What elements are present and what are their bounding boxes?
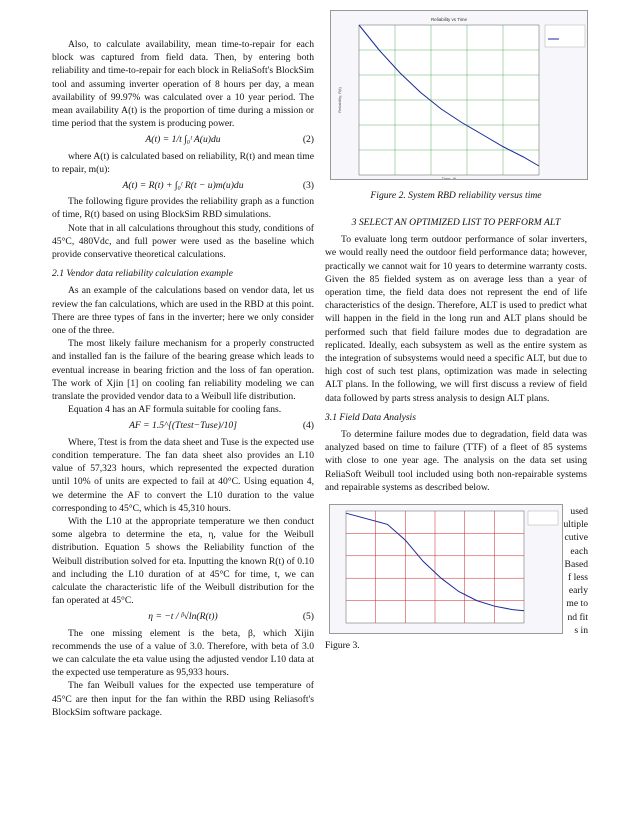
reliability-plot bbox=[331, 11, 587, 179]
equation-number: (2) bbox=[302, 134, 314, 146]
figure-2-caption: Figure 2. System RBD reliability versus time bbox=[370, 190, 542, 201]
figure-3-reference: Figure 3. bbox=[325, 640, 360, 651]
paragraph: Note that in all calculations throughout this study, conditions of 45°C, 480Vdc, and full power were used as the baseline which provide conservative theoretical calculations. bbox=[52, 222, 314, 261]
text-fragment: Based bbox=[564, 558, 588, 570]
legend-box bbox=[528, 511, 558, 525]
field-data-plot bbox=[330, 505, 562, 633]
equation-number: (5) bbox=[302, 611, 314, 623]
paragraph: Where, Ttest is from the data sheet and Tuse is the expected use condition temperature. The fan data sheet also provides an L10 value of 57,323 hours, which represented the expected duration until 10% of units are expected to fail at 40°C. Using equation 4, we determine the AF to convert the L10 duration to the value corresponding to 45°C, which is 45,310 hours. bbox=[52, 436, 314, 514]
paragraph: The most likely failure mechanism for a properly constructed and installed fan is the failure of the bearing grease which leads to eventual increase in bearing friction and the loss of fan operation. The work of Xjin [1] on cooling fan reliability modeling we can translate the provided vendor data to a Weibull life distribution. bbox=[52, 338, 314, 403]
legend-box bbox=[545, 25, 585, 47]
figure-2-chart bbox=[330, 10, 588, 180]
paragraph: The fan Weibull values for the expected use temperature of 45°C are then input for the fan within the RBD using Reliasoft's BlockSim software package. bbox=[52, 680, 314, 718]
section-heading: 2.1 Vendor data reliability calculation example bbox=[52, 268, 233, 280]
equation-number: (3) bbox=[302, 180, 314, 192]
figure-3-chart bbox=[329, 504, 563, 634]
paragraph: To determine failure modes due to degradation, field data was analyzed based on time to failure (TTF) of a fleet of 85 systems with close to one year age. The analysis on the data set using ReliaSoft Weibull tool included using both non-repairable systems and repairable systems as described below. bbox=[325, 429, 587, 493]
x-axis-label: Time, (t) bbox=[441, 176, 457, 179]
subsection-heading: 3.1 Field Data Analysis bbox=[325, 411, 416, 423]
text-fragment: used bbox=[570, 506, 588, 517]
equation-number: (4) bbox=[302, 420, 314, 432]
equation-4: AF = 1.5^[(Ttest−Tuse)/10] (4) bbox=[129, 420, 314, 432]
text-fragment: each bbox=[570, 545, 588, 557]
equation-3: A(t) = R(t) + ∫₀ᵗ R(t − u)m(u)du (3) bbox=[122, 180, 314, 192]
equation-5: η = −t / ᵝ√ln(R(t)) (5) bbox=[148, 611, 314, 623]
text-fragment: me to bbox=[566, 598, 588, 610]
text-fragment: nd fit bbox=[567, 611, 588, 623]
section-heading: 3 SELECT AN OPTIMIZED LIST TO PERFORM ALT bbox=[351, 217, 561, 228]
paragraph: To evaluate long term outdoor performance of solar inverters, we would really need the outdoor field performance data; however, practically we cannot wait for 10 years to determine warranty costs. Given the 85 fielded system as on average less than a year of operation time, the field data does not represent the end of life characteristics of the design. Therefore, ALT is used to predict what will happen in the field in the long run and ALT plans should be performed such that field failure modes due to degradation are replicated. Ideally, each subsystem as well as the entire system as the integration of subsystems would need a specific ALT, but due to high cost of such test plans, optimization was made in selecting ALT plans. In the following, we will first discuss a review of field data followed by parts stress analysis to design ALT plans. bbox=[325, 234, 587, 404]
text-fragment: f less bbox=[568, 572, 588, 584]
paragraph: The one missing element is the beta, β, which Xijin recommends the use of a value of 3.0. Therefore, with beta of 3.0 we can calculate the eta value using the adjusted vendor L10 data at the expected use temperature as 95,933 hours. bbox=[52, 627, 314, 679]
paragraph: where A(t) is calculated based on reliability, R(t) and mean time to repair, m(u): bbox=[52, 150, 314, 175]
right-column bbox=[325, 210, 587, 494]
paragraph: Equation 4 has an AF formula suitable for cooling fans. bbox=[68, 404, 282, 416]
paragraph: Also, to calculate availability, mean time-to-repair for each block was captured from field data. Then, by entering both reliability and time-to-repair for each block in ReliaSoft's BlockSim tool and assuming inverter operation of 8 hours per day, a mean availability of 99.97% was calculated over a 10 year period. The mean availability A(t) is the proportion of time during a mission or time period that the system is producing power. bbox=[52, 39, 314, 130]
text-fragment: ultiple bbox=[563, 519, 588, 531]
text-fragment: cutive bbox=[564, 532, 588, 544]
occluded-text-fragments bbox=[562, 505, 588, 637]
paragraph: The following figure provides the reliability graph as a function of time, R(t) based on using BlockSim RBD simulations. bbox=[52, 196, 314, 221]
equation-2: A(t) = 1/t ∫₀ᵗ A(u)du (2) bbox=[145, 134, 314, 146]
text-fragment: early bbox=[568, 585, 588, 597]
chart-title: Reliability vs Time bbox=[430, 17, 468, 22]
text-fragment: s in bbox=[574, 624, 588, 636]
paragraph: As an example of the calculations based on vendor data, let us review the fan calculations, which are used in the RBD at this point. There are three types of fans in the inverter; here we only consider one of the three. bbox=[52, 285, 314, 337]
y-axis-label: Reliability, R(t) bbox=[337, 87, 342, 113]
left-column bbox=[52, 38, 314, 719]
paragraph: With the L10 at the appropriate temperature we then conduct some algebra to determine the eta, η, value for the Weibull distribution. Equation 5 shows the Reliability function of the Weibull distribution solved for eta. Inputting the known R(t) of 0.10 and including the L10 duration of at 45°C for time, t, we can calculate the characteristic life of the Weibull distribution for the fan operated at 45°C. bbox=[52, 515, 314, 607]
